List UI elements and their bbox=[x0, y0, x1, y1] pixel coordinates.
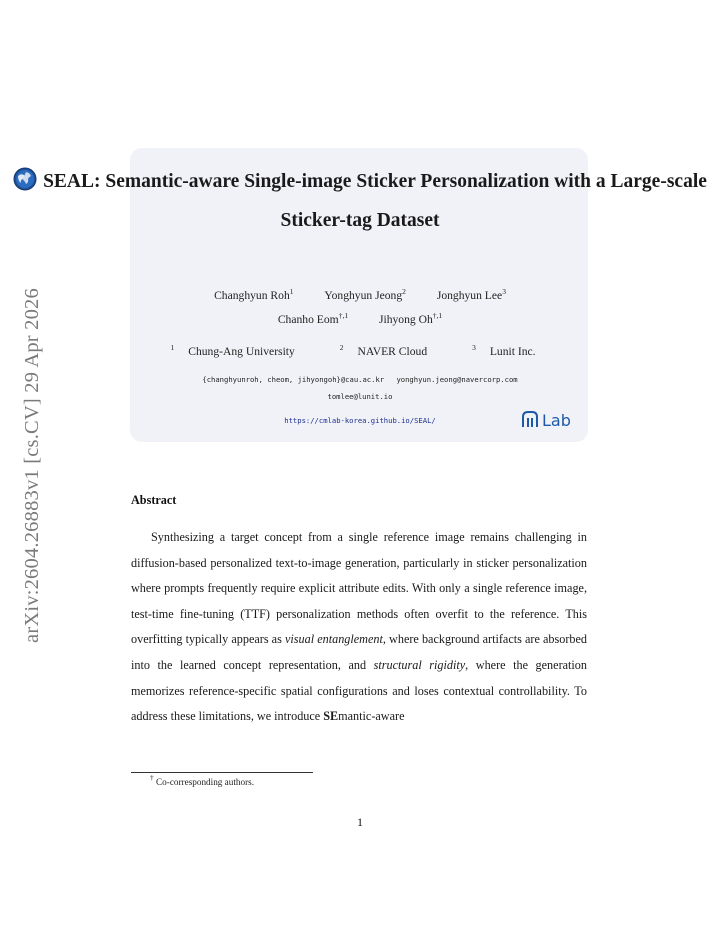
affiliation-3: $^3$ Lunit Inc. bbox=[472, 343, 536, 358]
footnote-rule bbox=[131, 772, 313, 773]
author-lee: Jonghyun Lee$^3$ bbox=[436, 287, 506, 302]
abstract-seal-acronym: SE bbox=[323, 709, 339, 724]
emails-row-2 bbox=[0, 392, 720, 401]
abstract-term-visual-entanglement: visual entanglement bbox=[284, 632, 383, 647]
authors-row-1 bbox=[0, 289, 720, 302]
footnote-mark: † bbox=[150, 773, 154, 782]
page-number: 1 bbox=[357, 815, 363, 829]
project-link[interactable]: https://cmlab-korea.github.io/SEAL/ bbox=[284, 416, 436, 425]
paper-title-text: SEAL: Semantic-aware Single-image Sticker Personalization with a Large-scale Sticker-tag Dataset bbox=[43, 171, 707, 231]
author-eom: Chanho Eom$^{\dagger,1}$ bbox=[277, 311, 349, 326]
abstract-text-3: , where the generation memorizes reference-specific spatial configurations and loses contextual controllability. To address these limitations, we introduce bbox=[131, 657, 587, 724]
lab-logo-mark bbox=[520, 410, 540, 430]
authors-row-2 bbox=[0, 313, 720, 326]
emails-row-1 bbox=[0, 375, 720, 384]
abstract-heading: Abstract bbox=[131, 493, 177, 507]
affiliation-2: $^2$ NAVER Cloud bbox=[339, 343, 428, 358]
author-jeong: Yonghyun Jeong$^2$ bbox=[324, 287, 406, 302]
email-naver: yonghyun.jeong@navercorp.com bbox=[396, 375, 518, 384]
author-roh: Changhyun Roh$^1$ bbox=[214, 287, 294, 302]
email-cau: {changhyunroh, cheom, jihyongoh}@cau.ac.kr bbox=[202, 375, 385, 384]
affiliation-1: $^1$ Chung-Ang University bbox=[170, 343, 295, 358]
abstract-body bbox=[131, 525, 587, 730]
globe-icon bbox=[13, 167, 37, 191]
paper-title bbox=[0, 163, 720, 240]
abstract-text-1: Synthesizing a target concept from a single reference image remains challenging in diffusion-based personalized text-to-image generation, particularly in sticker personalization where prompts frequently require explicit attribute edits. With only a single reference image, test-time fine-tuning (TTF) personalization methods often overfit to the reference. This overfitting typically appears as bbox=[131, 530, 587, 647]
abstract-text-4: mantic-aware bbox=[338, 709, 405, 724]
lab-logo bbox=[520, 410, 571, 430]
abstract-text-2: , where background artifacts are absorbed into the learned concept representation, and bbox=[131, 632, 587, 672]
arxiv-identifier-text: arXiv:2604.26883v1 [cs.CV] 29 Apr 2026 bbox=[20, 287, 43, 643]
email-lunit: tomlee@lunit.io bbox=[327, 392, 393, 401]
lab-logo-text: Lab bbox=[542, 410, 571, 430]
author-oh: Jihyong $Oh^{\dagger,1}$ bbox=[378, 311, 443, 326]
affiliations bbox=[0, 345, 720, 358]
footnote bbox=[150, 773, 255, 787]
abstract-term-structural-rigidity: structural rigidity bbox=[373, 657, 466, 672]
footnote-text: Co-corresponding authors. bbox=[156, 777, 255, 787]
